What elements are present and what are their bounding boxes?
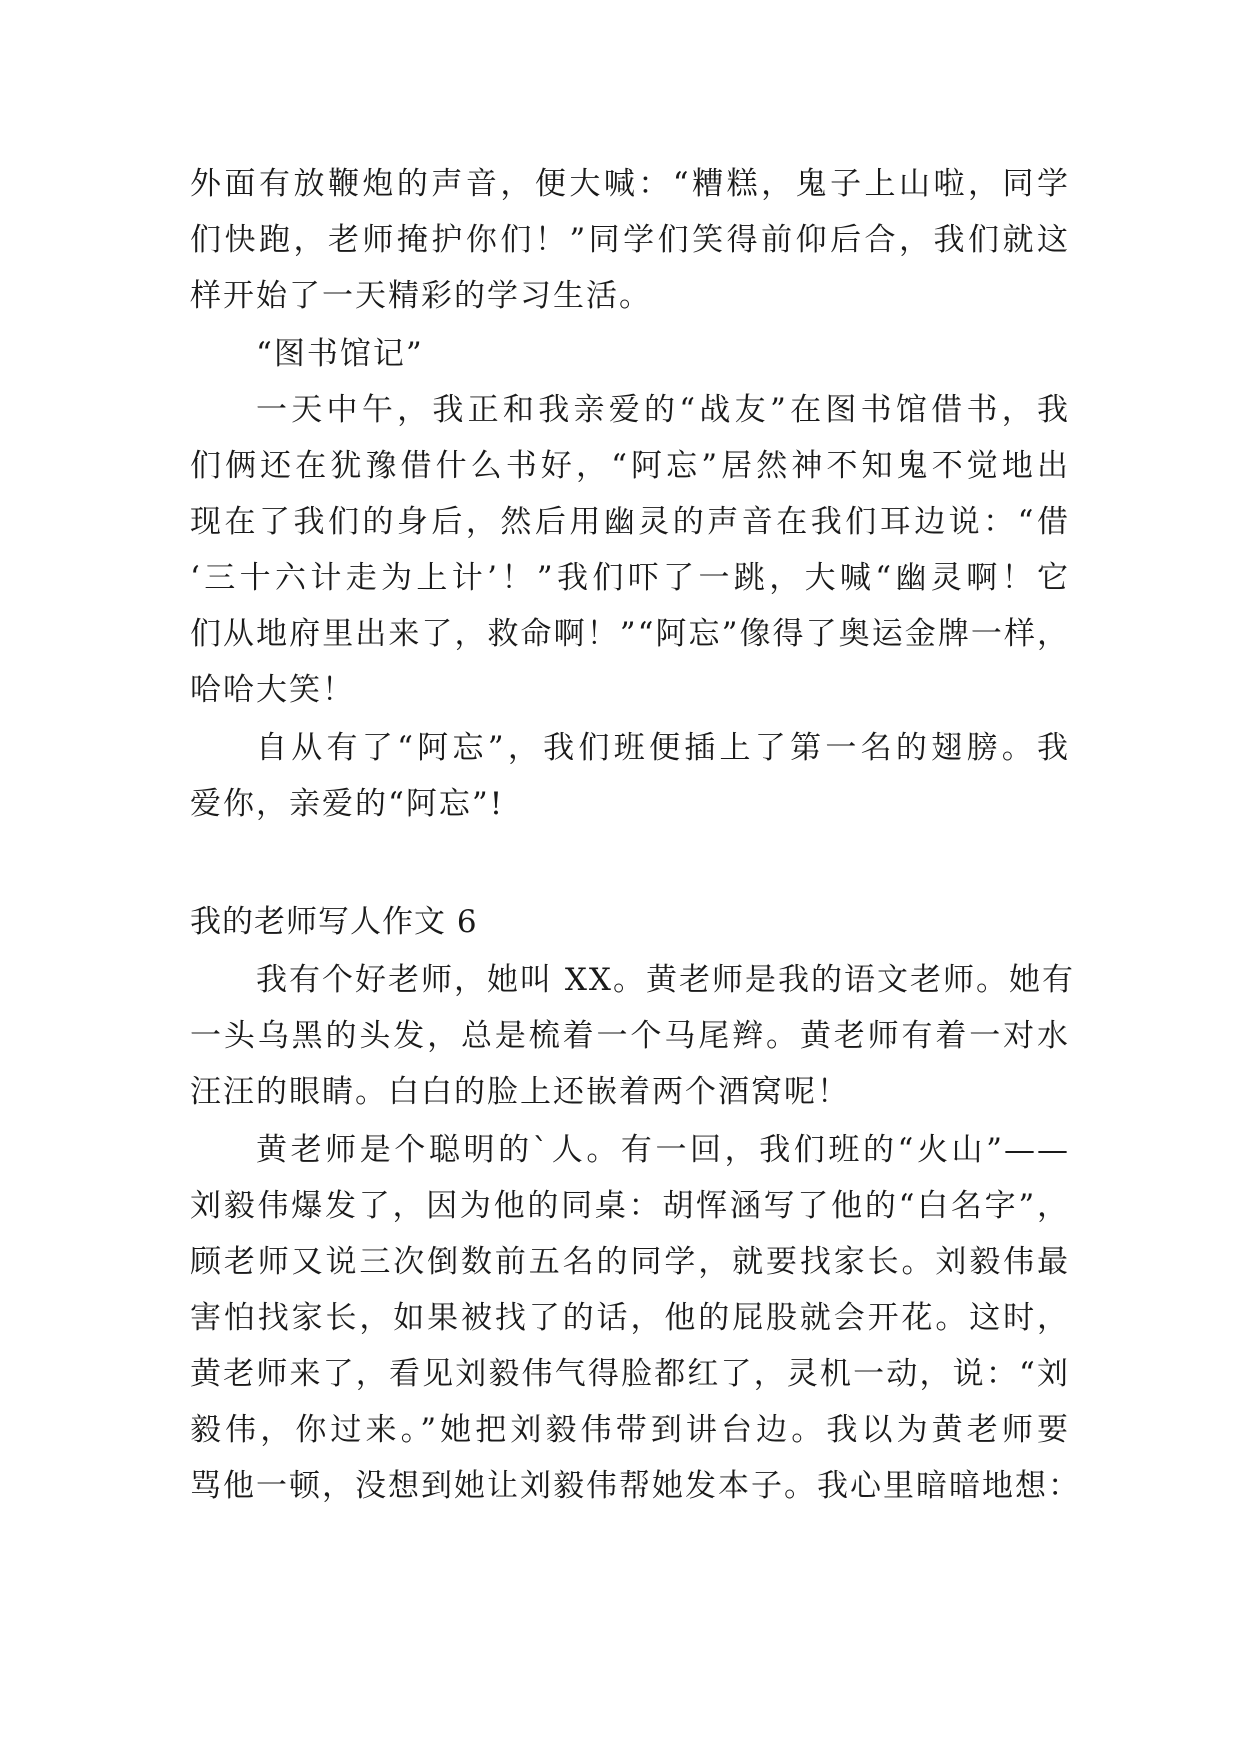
text-line: 黄老师来了，看见刘毅伟气得脸都红了，灵机一动，说：“刘	[190, 1356, 1070, 1392]
text-line: 外面有放鞭炮的声音，便大喊：“糟糕，鬼子上山啦，同学	[190, 166, 1070, 202]
text-line: 顾老师又说三次倒数前五名的同学，就要找家长。刘毅伟最	[190, 1244, 1070, 1280]
text-line: 我有个好老师，她叫 XX。黄老师是我的语文老师。她有	[256, 962, 1075, 998]
text-line: 毅伟，你过来。”她把刘毅伟带到讲台边。我以为黄老师要	[190, 1412, 1070, 1448]
text-line: 刘毅伟爆发了，因为他的同桌：胡恽涵写了他的“白名字”，	[190, 1188, 1070, 1224]
text-line: 害怕找家长，如果被找了的话，他的屁股就会开花。这时，	[190, 1300, 1070, 1336]
text-line: 汪汪的眼睛。白白的脸上还嵌着两个酒窝呢！	[190, 1074, 850, 1110]
text-line: 一头乌黑的头发，总是梳着一个马尾辫。黄老师有着一对水	[190, 1018, 1070, 1054]
text-line: 们快跑，老师掩护你们！”同学们笑得前仰后合，我们就这	[190, 222, 1070, 258]
text-line: 爱你，亲爱的“阿忘”!	[190, 786, 505, 822]
text-line: 自从有了“阿忘”，我们班便插上了第一名的翅膀。我	[256, 730, 1070, 766]
text-line: 一天中午，我正和我亲爱的“战友”在图书馆借书，我	[256, 392, 1070, 428]
section-title: “图书馆记”	[256, 336, 424, 372]
text-line: 骂他一顿，没想到她让刘毅伟帮她发本子。我心里暗暗地想：	[190, 1468, 1081, 1504]
text-line: ‘三十六计走为上计’！”我们吓了一跳，大喊“幽灵啊！它	[190, 560, 1070, 596]
text-line: 现在了我们的身后，然后用幽灵的声音在我们耳边说：“借	[190, 504, 1070, 540]
text-line: 们从地府里出来了，救命啊！”“阿忘”像得了奥运金牌一样，	[190, 616, 1070, 652]
text-line: 样开始了一天精彩的学习生活。	[190, 278, 652, 314]
text-line: 黄老师是个聪明的`人。有一回，我们班的“火山”——	[256, 1132, 1070, 1168]
text-line: 们俩还在犹豫借什么书好，“阿忘”居然神不知鬼不觉地出	[190, 448, 1070, 484]
essay-heading: 我的老师写人作文 6	[190, 904, 478, 940]
text-line: 哈哈大笑！	[190, 672, 355, 708]
